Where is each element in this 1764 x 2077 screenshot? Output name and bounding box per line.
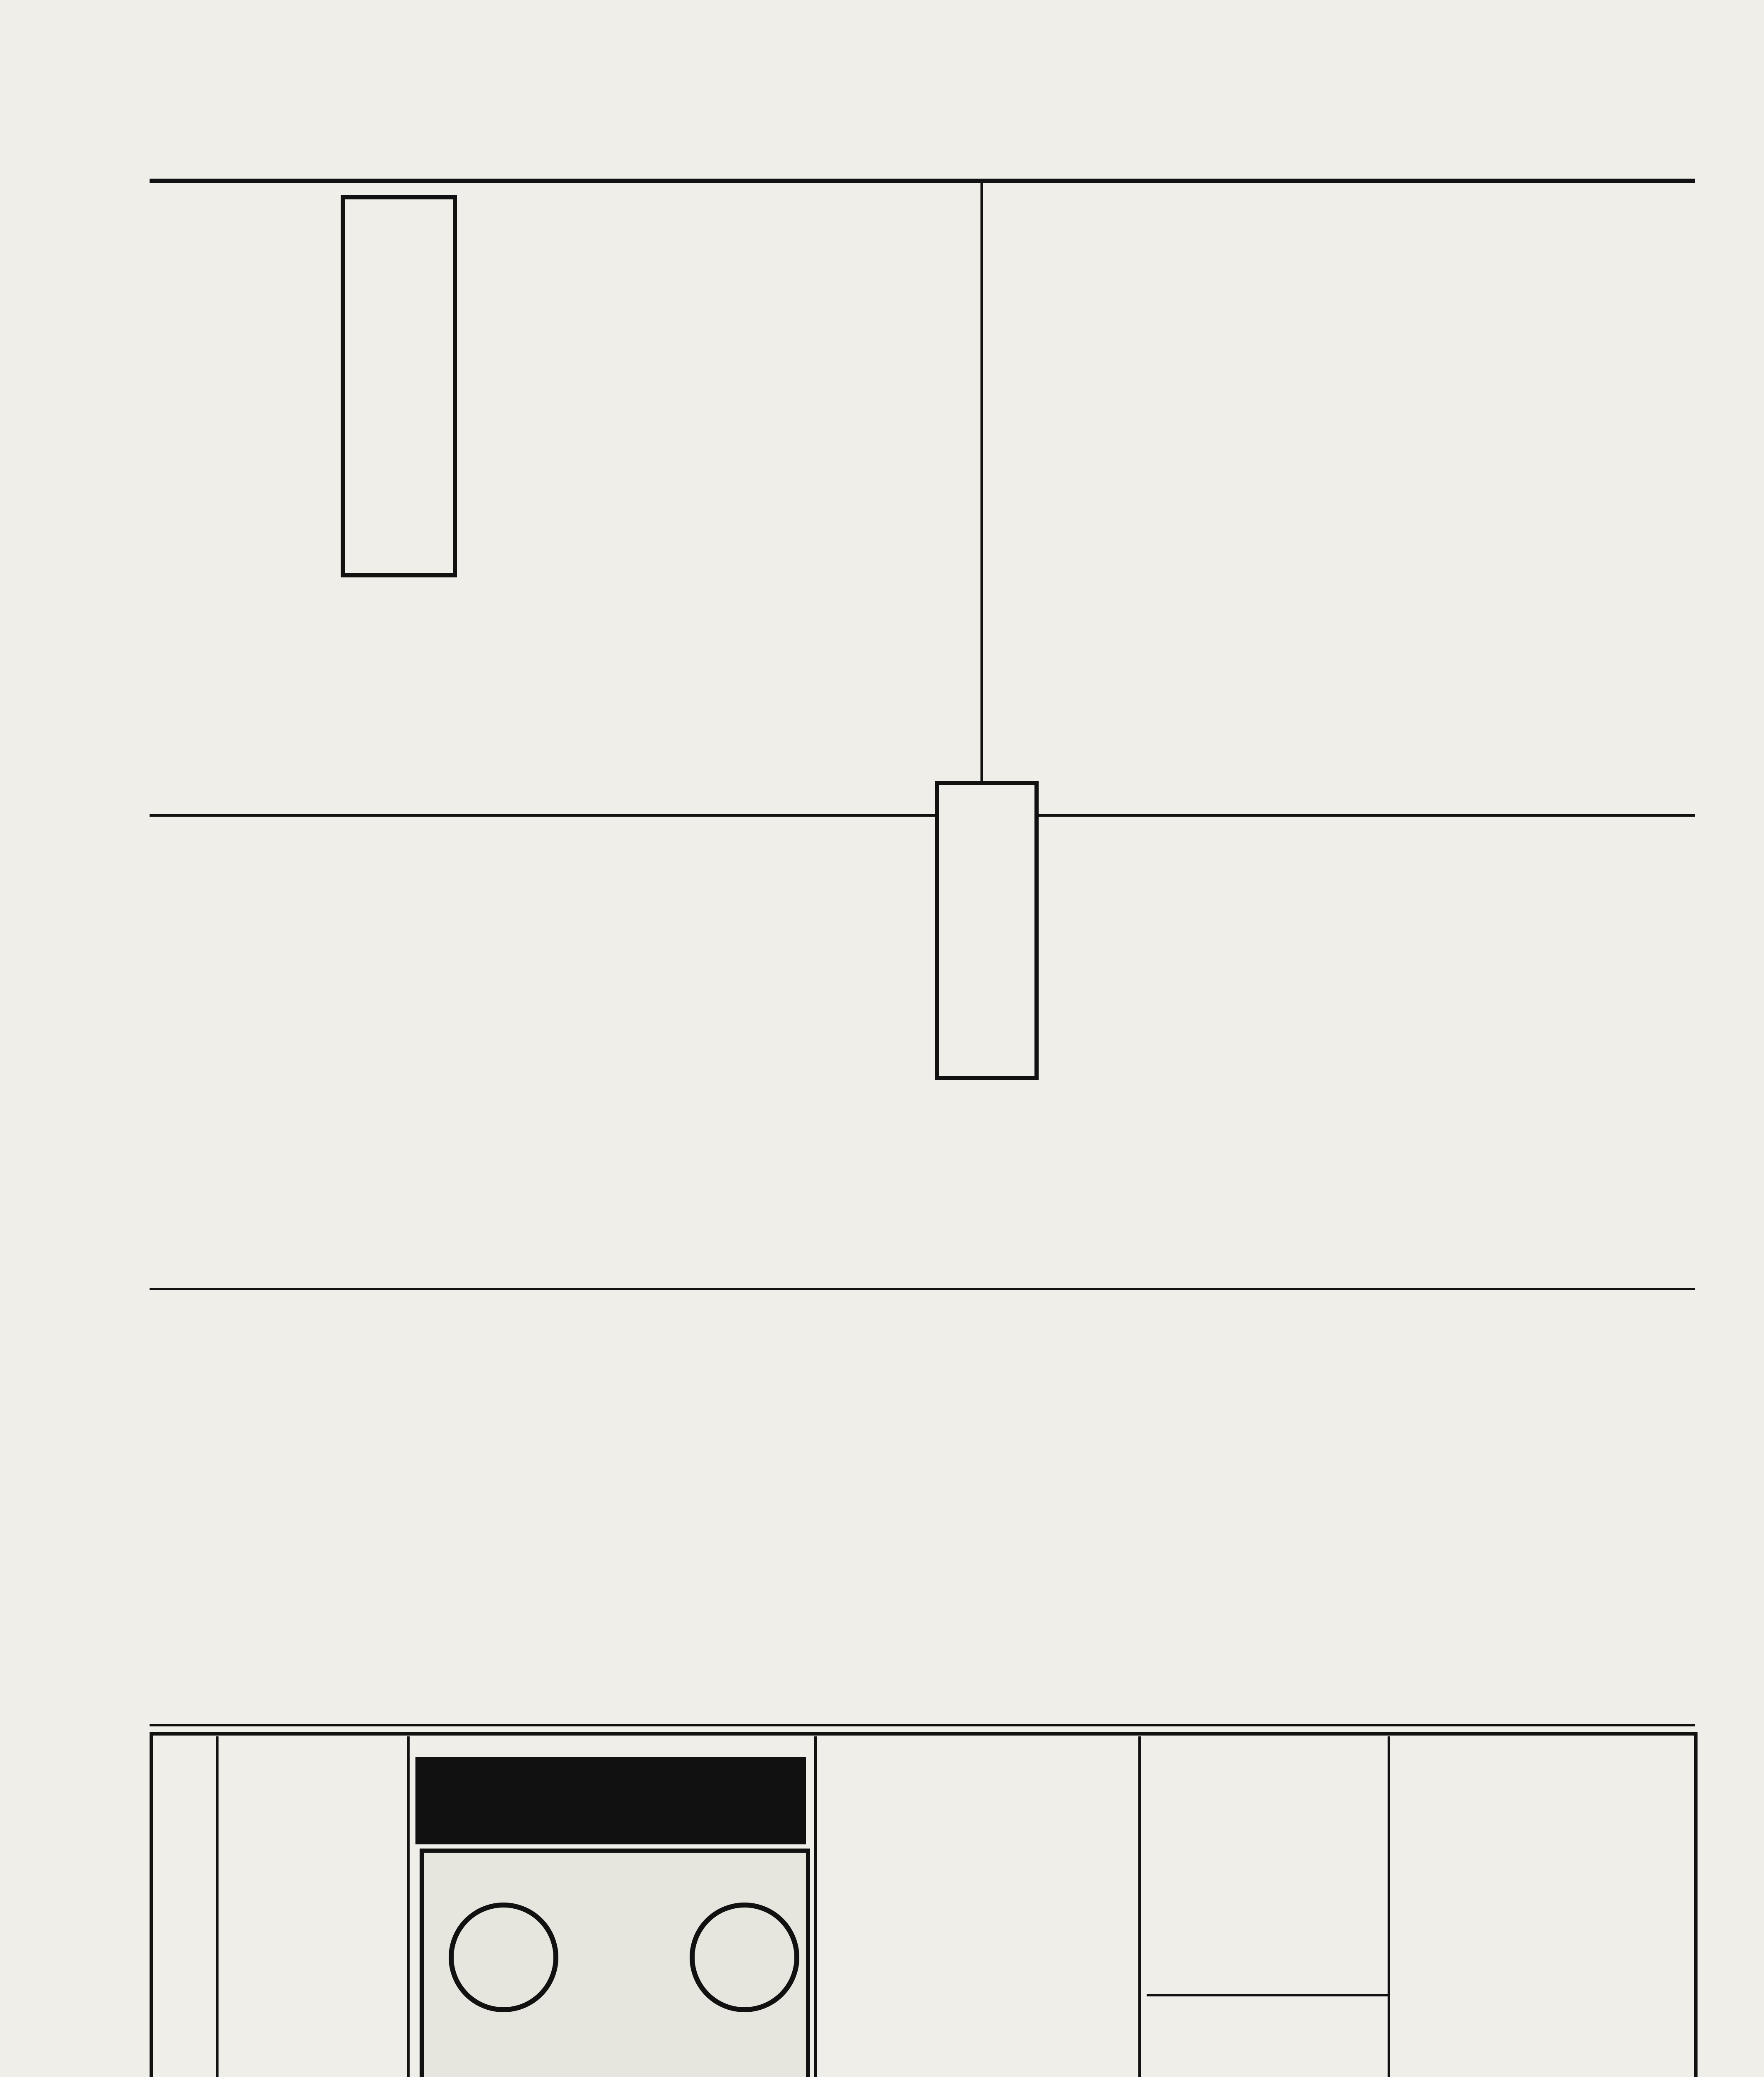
- signature-surgeon: [1429, 1537, 1454, 1711]
- headline-election: [291, 216, 337, 532]
- date-hongmen: [179, 1296, 204, 1587]
- headline-yunnan: [1404, 191, 1450, 565]
- association-officers: [1429, 1745, 1633, 2077]
- signature-medical-art: [1213, 1537, 1238, 1711]
- headline-ship: [881, 822, 926, 1163]
- signature-compatriots: [723, 1296, 748, 1620]
- article-surgeon: [1454, 1296, 1641, 1711]
- local-news-banner: [341, 195, 457, 577]
- article-seeds: [511, 1296, 611, 1670]
- ginseng-prices: [827, 1745, 868, 2077]
- article-border-telegram: [1454, 191, 1641, 482]
- pill-ad-brand: [582, 1861, 640, 2069]
- article-praise-doctor: [249, 1745, 353, 2077]
- headline-printing: [166, 1745, 212, 2077]
- article-ship: [723, 822, 877, 1279]
- ad-rule: [1147, 1994, 1388, 1996]
- headline-relocation: [1338, 2002, 1383, 2077]
- headline-praise-doctor: [357, 1745, 403, 1994]
- headline-drama: [1238, 822, 1284, 1113]
- headline-border-telegram: [1645, 191, 1691, 482]
- article-good-doctor: [1064, 1296, 1159, 1711]
- article-relocation: [1163, 2002, 1334, 2077]
- article-yunnan: [1105, 191, 1400, 590]
- article-ginseng-sale: [951, 1745, 1080, 2077]
- seal-icon: [449, 1903, 558, 2012]
- ad-divider: [814, 1736, 817, 2077]
- article-drama: [1005, 822, 1234, 1279]
- ad-divider: [407, 1736, 410, 2077]
- headline-association: [1637, 1745, 1683, 2077]
- foreign-news-banner: [935, 781, 1039, 1080]
- headline-good-doctor: [1163, 1296, 1209, 1545]
- ad-divider: [1138, 1736, 1141, 2077]
- seal-icon: [690, 1903, 799, 2012]
- article-compatriots: [748, 1296, 972, 1711]
- pill-ad-emblem: [420, 1849, 810, 2077]
- article-medical-art: [1238, 1296, 1375, 1711]
- tier-rule: [150, 1288, 1695, 1290]
- headline-anhui: [706, 191, 752, 507]
- headline-seeds: [615, 1296, 661, 1628]
- headline-compatriots: [976, 1304, 1022, 1678]
- headline-medical-art: [1379, 1296, 1425, 1587]
- masthead: [150, 83, 1695, 174]
- association-date: [1404, 1745, 1429, 2077]
- headline-hongmen: [399, 1296, 445, 1711]
- signature-good-doctor: [1039, 1537, 1064, 1711]
- column-divider: [980, 183, 983, 806]
- pill-ad-banner: [415, 1757, 806, 1844]
- article-battleship: [154, 822, 661, 1279]
- date-compatriots: [698, 1296, 723, 1545]
- article-anhui: [469, 515, 976, 806]
- masthead-rule: [150, 179, 1695, 183]
- headline-injustice: [1645, 822, 1691, 1072]
- headline-ginseng-sale: [1084, 1745, 1130, 2077]
- headline-ginseng-merchant: [902, 1745, 947, 2077]
- headline-officials: [1055, 191, 1101, 482]
- tier-rule: [150, 1724, 1695, 1726]
- article-hongmen: [208, 1296, 395, 1711]
- article-election: [154, 191, 287, 806]
- ad-divider: [1388, 1736, 1390, 2077]
- headline-battleship: [665, 935, 710, 1250]
- article-officials: [989, 191, 1051, 606]
- tier-rule: [150, 814, 1695, 817]
- headline-surgeon: [1645, 1296, 1691, 1587]
- article-injustice: [1288, 822, 1641, 1279]
- ad-divider: [216, 1736, 219, 2077]
